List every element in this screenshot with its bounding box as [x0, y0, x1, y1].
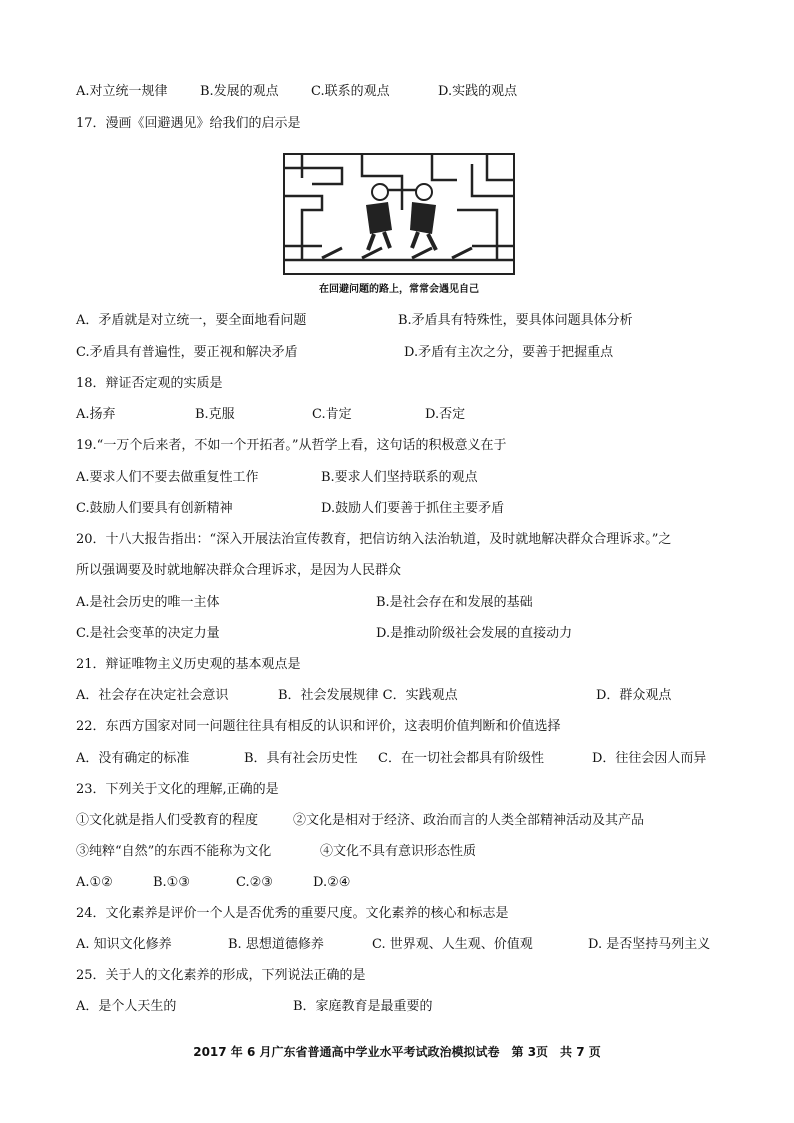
figure-right [410, 184, 436, 250]
q25-option-a: A．是个人天生的 [76, 999, 177, 1014]
q22-stem: 22．东西方国家对同一问题往往具有相反的认识和评价，这表明价值判断和价值选择 [76, 719, 561, 734]
cartoon-drawing [282, 150, 516, 300]
q23-option-a: A.①② [76, 875, 113, 890]
q24-option-c: C. 世界观、人生观、价值观 [372, 937, 533, 952]
q21-option-a: A．社会存在决定社会意识 [76, 688, 229, 703]
q24-option-a: A. 知识文化修养 [76, 937, 172, 952]
q20-option-b: B.是社会存在和发展的基础 [376, 595, 533, 610]
q24-option-d: D. 是否坚持马列主义 [588, 937, 711, 952]
q19-option-c: C.鼓励人们要具有创新精神 [76, 501, 233, 516]
q20-option-d: D.是推动阶级社会发展的直接动力 [376, 626, 573, 641]
q17-stem: 17．漫画《回避遇见》给我们的启示是 [76, 116, 301, 131]
q21-stem: 21．辩证唯物主义历史观的基本观点是 [76, 657, 301, 672]
q20-stem-line2: 所以强调要及时就地解决群众合理诉求，是因为人民群众 [76, 563, 402, 578]
q23-stem: 23．下列关于文化的理解,正确的是 [76, 782, 279, 797]
q23-item-4: ④文化不具有意识形态性质 [320, 844, 477, 859]
q22-option-d: D．往往会因人而异 [592, 751, 707, 766]
q19-option-b: B.要求人们坚持联系的观点 [321, 470, 478, 485]
q18-stem: 18．辩证否定观的实质是 [76, 376, 223, 391]
q20-stem-line1: 20．十八大报告指出：“深入开展法治宣传教育，把信访纳入法治轨道，及时就地解决群众合理诉求。”之 [76, 532, 672, 547]
q24-option-b: B. 思想道德修养 [228, 937, 324, 952]
q23-item-2: ②文化是相对于经济、政治而言的人类全部精神活动及其产品 [293, 813, 645, 828]
q16-option-b: B.发展的观点 [200, 84, 279, 99]
q21-option-bc: B．社会发展规律 C．实践观点 [278, 688, 458, 703]
cartoon-image [282, 150, 516, 300]
q24-stem: 24．文化素养是评价一个人是否优秀的重要尺度。文化素养的核心和标志是 [76, 906, 509, 921]
q19-option-a: A.要求人们不要去做重复性工作 [76, 470, 259, 485]
q17-option-d: D.矛盾有主次之分，要善于把握重点 [404, 345, 614, 360]
q20-option-a: A.是社会历史的唯一主体 [76, 595, 220, 610]
q22-option-c: C．在一切社会都具有阶级性 [378, 751, 544, 766]
q17-option-a: A．矛盾就是对立统一，要全面地看问题 [76, 313, 307, 328]
figure-left [366, 184, 392, 250]
q23-item-3: ③纯粹“自然”的东西不能称为文化 [76, 844, 272, 859]
q18-option-a: A.扬弃 [76, 407, 116, 422]
page-footer: 2017 年 6 月广东省普通高中学业水平考试政治模拟试卷 第 3页 共 7 页 [193, 1045, 601, 1059]
cartoon-caption: 在回避问题的路上，常常会遇见自己 [319, 284, 479, 295]
q16-option-a: A.对立统一规律 [76, 84, 168, 99]
q17-option-b: B.矛盾具有特殊性，要具体问题具体分析 [398, 313, 633, 328]
q19-stem: 19.“一万个后来者，不如一个开拓者。”从哲学上看，这句话的积极意义在于 [76, 438, 507, 453]
q23-option-d: D.②④ [313, 875, 351, 890]
q23-option-c: C.②③ [236, 875, 273, 890]
q21-option-d: D．群众观点 [596, 688, 672, 703]
q22-option-a: A．没有确定的标准 [76, 751, 190, 766]
q23-item-1: ①文化就是指人们受教育的程度 [76, 813, 259, 828]
q18-option-b: B.克服 [195, 407, 235, 422]
q23-option-b: B.①③ [153, 875, 190, 890]
q17-option-c: C.矛盾具有普遍性，要正视和解决矛盾 [76, 345, 298, 360]
q16-option-d: D.实践的观点 [438, 84, 518, 99]
q25-stem: 25．关于人的文化素养的形成，下列说法正确的是 [76, 968, 366, 983]
q16-option-c: C.联系的观点 [311, 84, 390, 99]
q19-option-d: D.鼓励人们要善于抓住主要矛盾 [321, 501, 505, 516]
q25-option-b: B．家庭教育是最重要的 [293, 999, 433, 1014]
q22-option-b: B．具有社会历史性 [244, 751, 358, 766]
q20-option-c: C.是社会变革的决定力量 [76, 626, 220, 641]
q18-option-c: C.肯定 [312, 407, 352, 422]
q18-option-d: D.否定 [425, 407, 466, 422]
